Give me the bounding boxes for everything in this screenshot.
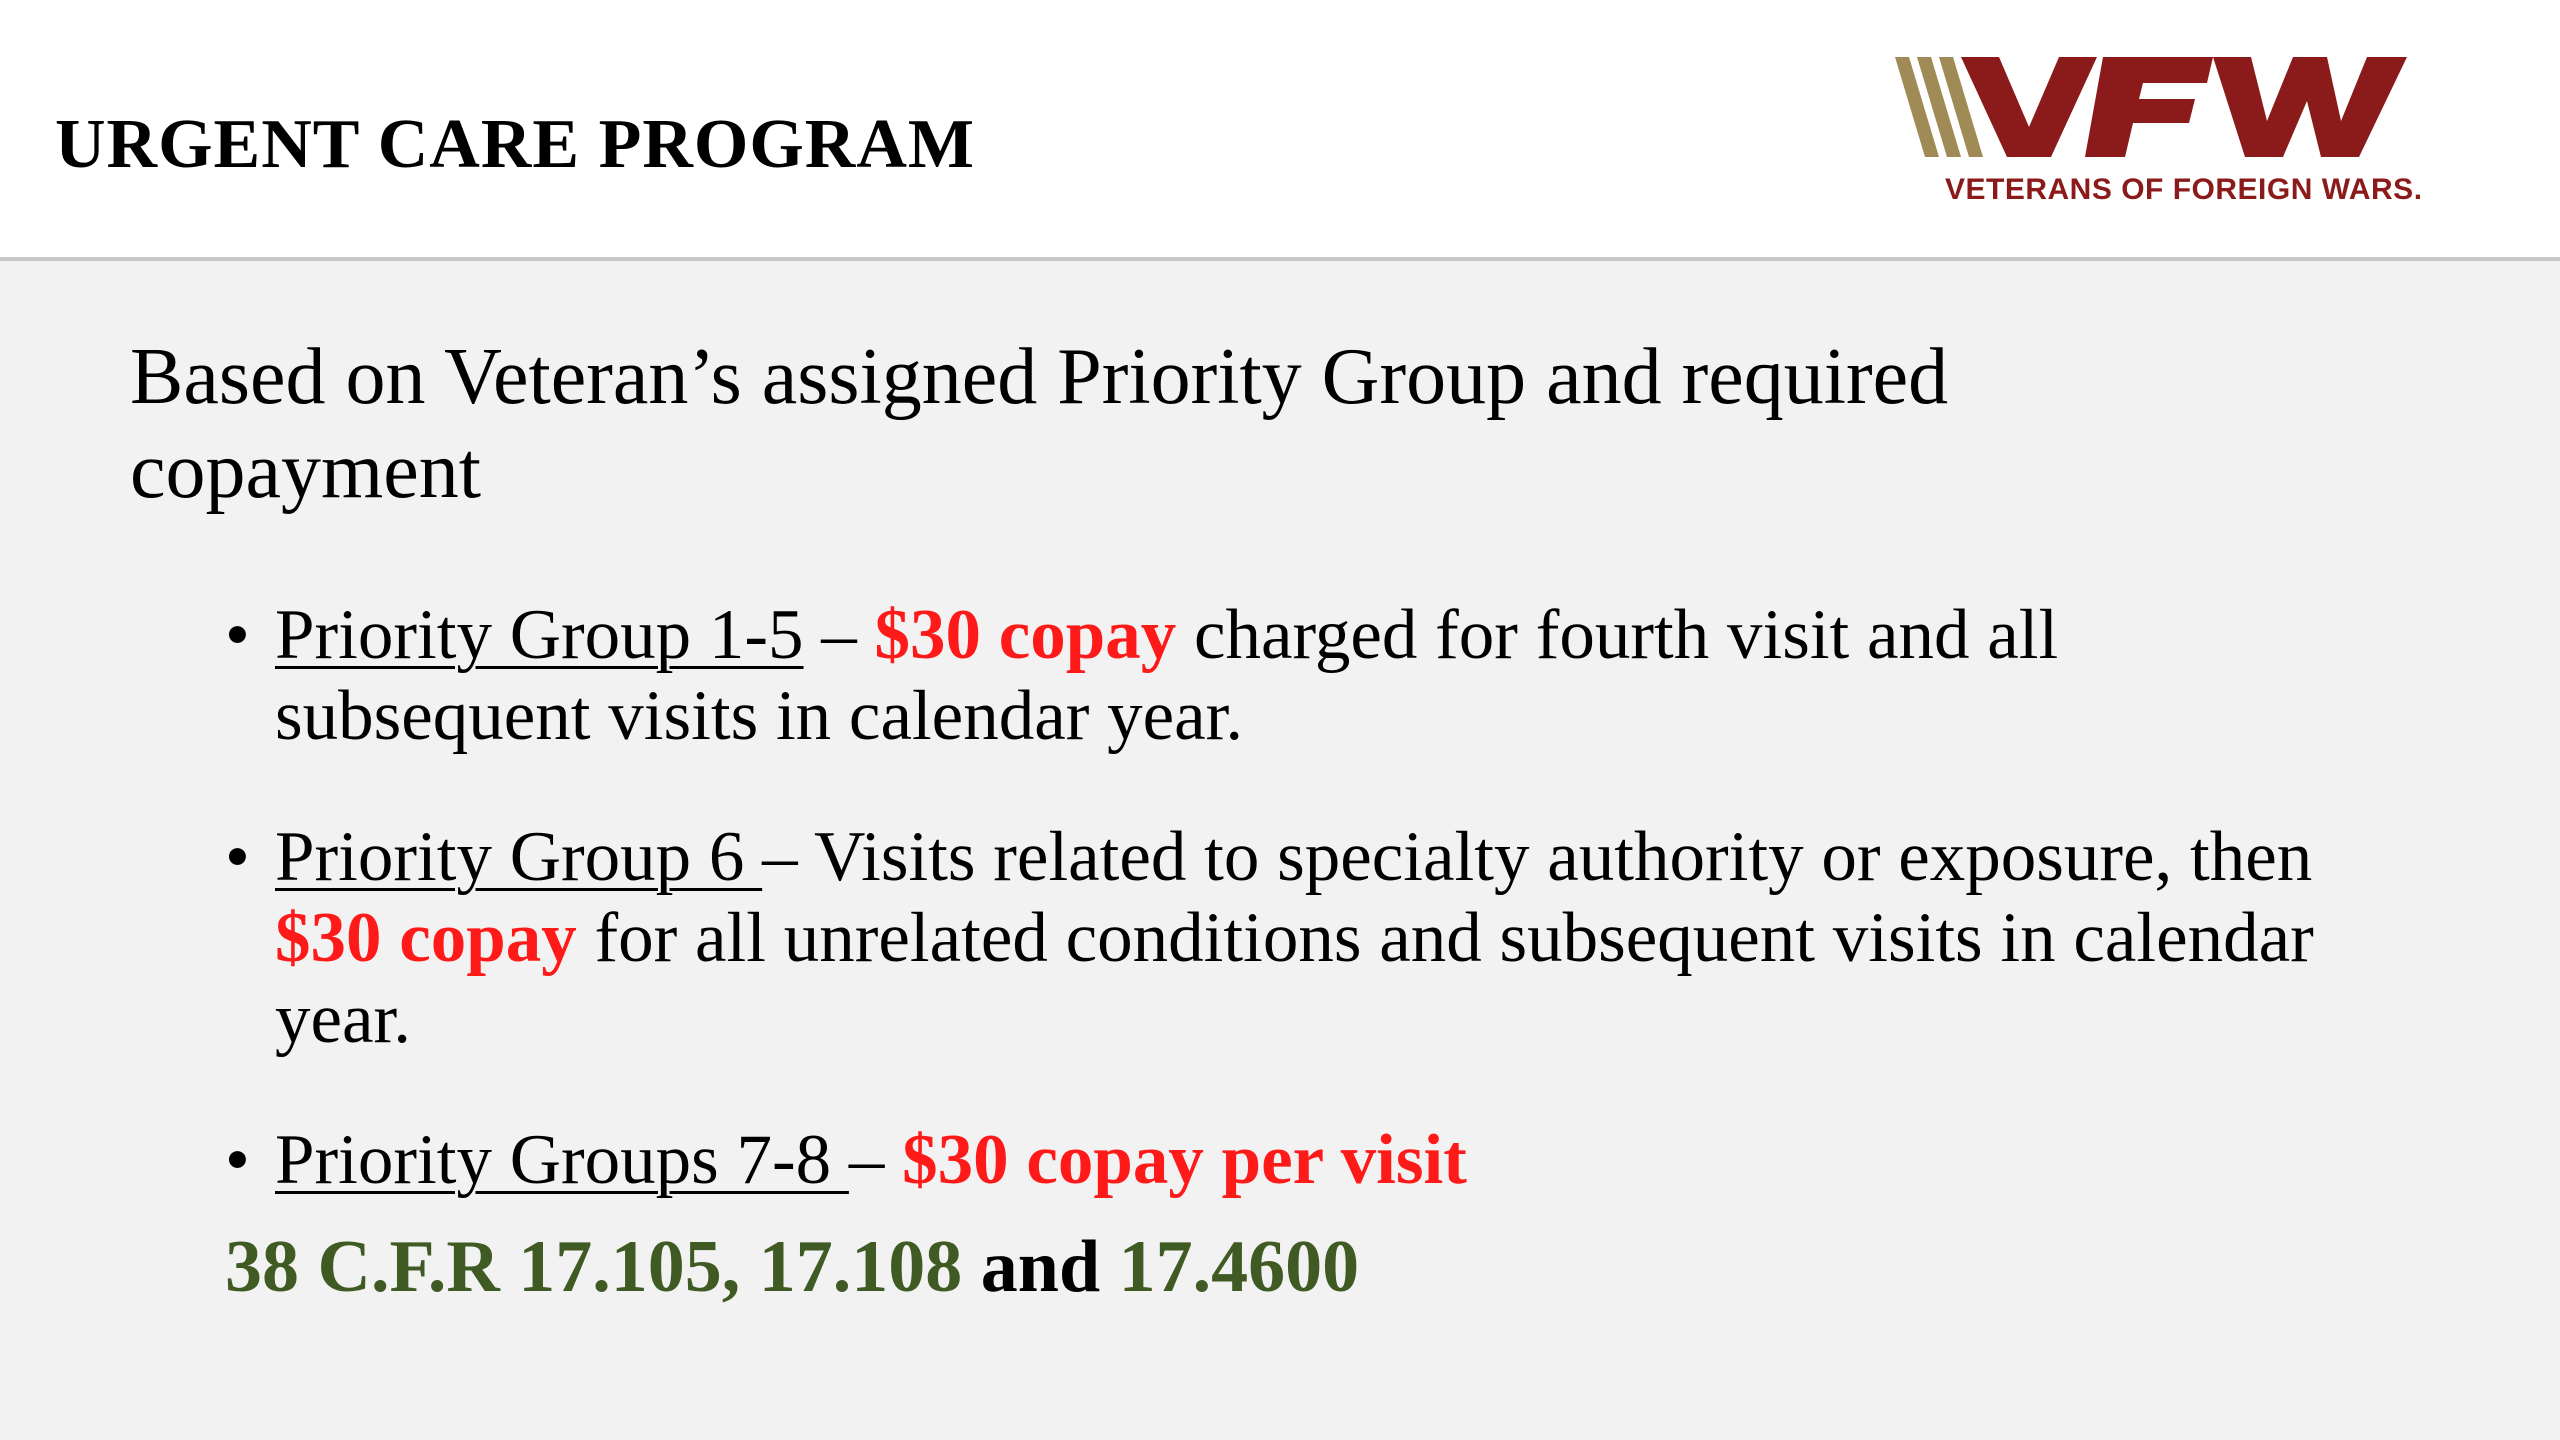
citation-part-1: 38 C.F.R 17.105, 17.108 <box>225 1226 963 1308</box>
copay-amount: $30 copay <box>275 899 577 977</box>
copay-list <box>220 595 2370 1201</box>
vfw-logo-mark <box>1895 55 2455 165</box>
separator: – <box>848 1121 903 1199</box>
vfw-logo <box>1895 55 2455 215</box>
priority-group-label: Priority Group 1-5 <box>275 596 804 674</box>
logo-subtitle: VETERANS OF FOREIGN WARS. <box>1945 173 2423 206</box>
regulation-citation <box>225 1225 1359 1310</box>
priority-group-label: Priority Group 6 <box>275 818 763 896</box>
separator: – <box>803 596 875 674</box>
bullet-text: for all unrelated conditions and subsequent visits in calendar year. <box>275 899 2314 1058</box>
bullet-text: charged for fourth visit and all subsequent visits in calendar year. <box>275 596 2059 755</box>
intro-text: Based on Veteran’s assigned Priority Group and required copayment <box>130 333 1949 515</box>
bullet-text: – Visits related to specialty authority or exposure, then <box>762 818 2313 896</box>
priority-group-label: Priority Groups 7-8 <box>275 1121 849 1199</box>
list-item <box>220 817 2370 1060</box>
list-item <box>220 1120 2370 1201</box>
page-title: URGENT CARE PROGRAM <box>55 106 975 183</box>
citation-part-2: 17.4600 <box>1118 1226 1360 1308</box>
copay-amount: $30 copay <box>874 596 1177 674</box>
slide-header <box>0 0 2560 261</box>
citation-and: and <box>962 1226 1119 1308</box>
list-item <box>220 595 2370 757</box>
copay-amount: $30 copay per visit <box>902 1121 1467 1199</box>
